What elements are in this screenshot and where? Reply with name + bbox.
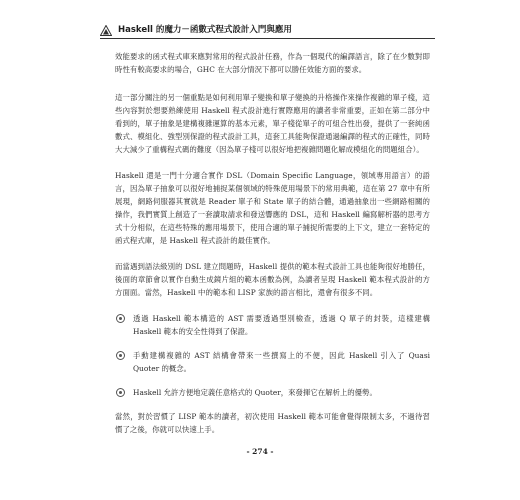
circle-bullet-icon: [116, 388, 125, 397]
bullet-list: [115, 312, 430, 399]
page-header: [100, 24, 435, 38]
book-title: Haskell 的魔力－函數式程式設計入門與應用: [118, 25, 292, 35]
bullet-text: 手動建構複雜的 AST 結構會帶來一些撰寫上的不便，因此 Haskell 引入了 Quasi Quoter 的概念。: [133, 351, 430, 373]
bullet-item: [115, 312, 430, 338]
paragraph: 效能要求的函式程式庫來應對常用的程式設計任務，作為一個現代的編譯語言，除了在少數對即時性有較高要求的場合，GHC 在大部分情況下都可以勝任效能方面的要求。: [115, 52, 430, 74]
header-divider: [100, 38, 435, 39]
paragraph: 而當遇到語法級別的 DSL 建立問題時，Haskell 提供的範本程式設計工具也能夠很好地勝任，後面的章節會以實作自動生成鏡片組的範本函數為例，為讀者呈現 Haskell 範本程式設計的方方面面。當然，Haskell 中的範本和 LISP 家族的語言相比，還會有很多不同。: [115, 262, 430, 297]
paragraph: 這一部分關注的另一個重點是如何利用單子變換和單子變換的升格操作來操作複雜的單子棧，這些內容對於想要熟練使用 Haskell 程式設計進行實際應用的讀者非常重要，正如在第二部分中看到的，單子抽象是建構複雜運算的基本元素，單子棧從單子的可組合性出發，提供了一套純函數式、模組化、強型別保證的程式設計工具，這套工具能夠保證通過編譯的程式的正確性，同時大大減少了重構程式碼的難度（因為單子棧可以很好地把複雜問題化解成模組化的問題組合）。: [115, 93, 430, 154]
page-body: [115, 50, 430, 449]
bullet-text: Haskell 允許方便地定義任意格式的 Quoter，來發揮它在解析上的優勢。: [133, 388, 377, 397]
circle-bullet-icon: [116, 351, 125, 360]
bullet-text: 透過 Haskell 範本構造的 AST 需要透過型別檢查，透過 Q 單子的封裝，這樣建構 Haskell 範本的安全性得到了保證。: [133, 314, 430, 336]
triangle-logo-icon: [100, 25, 112, 36]
bullet-item: [115, 386, 430, 399]
circle-bullet-icon: [116, 314, 125, 323]
page-number: - 274 -: [246, 447, 274, 456]
bullet-item: [115, 349, 430, 375]
paragraph: Haskell 還是一門十分適合實作 DSL（Domain Specific Language，領域專用語言）的語言，因為單子抽象可以很好地捕捉某個領域的特殊使用場景下的常用典範，這在第 27 章中有所展現，網路伺服器其實就是 Reader 單子和 State 單子的結合體，通過抽象出一些網路相關的操作，我們實質上創造了一套讀取請求和發送響應的 DSL，這和 Haskell 編寫解析器的思考方式十分相似，在這些特殊的應用場景下，使用合適的單子捕捉所需要的上下文，建立一套特定的函式程式庫，是 Haskell 程式設計的最佳實作。: [115, 171, 430, 245]
closing-paragraph: 當然，對於習慣了 LISP 範本的讀者，初次使用 Haskell 範本可能會覺得限制太多，不過待習慣了之後，你就可以快速上手。: [115, 412, 430, 434]
